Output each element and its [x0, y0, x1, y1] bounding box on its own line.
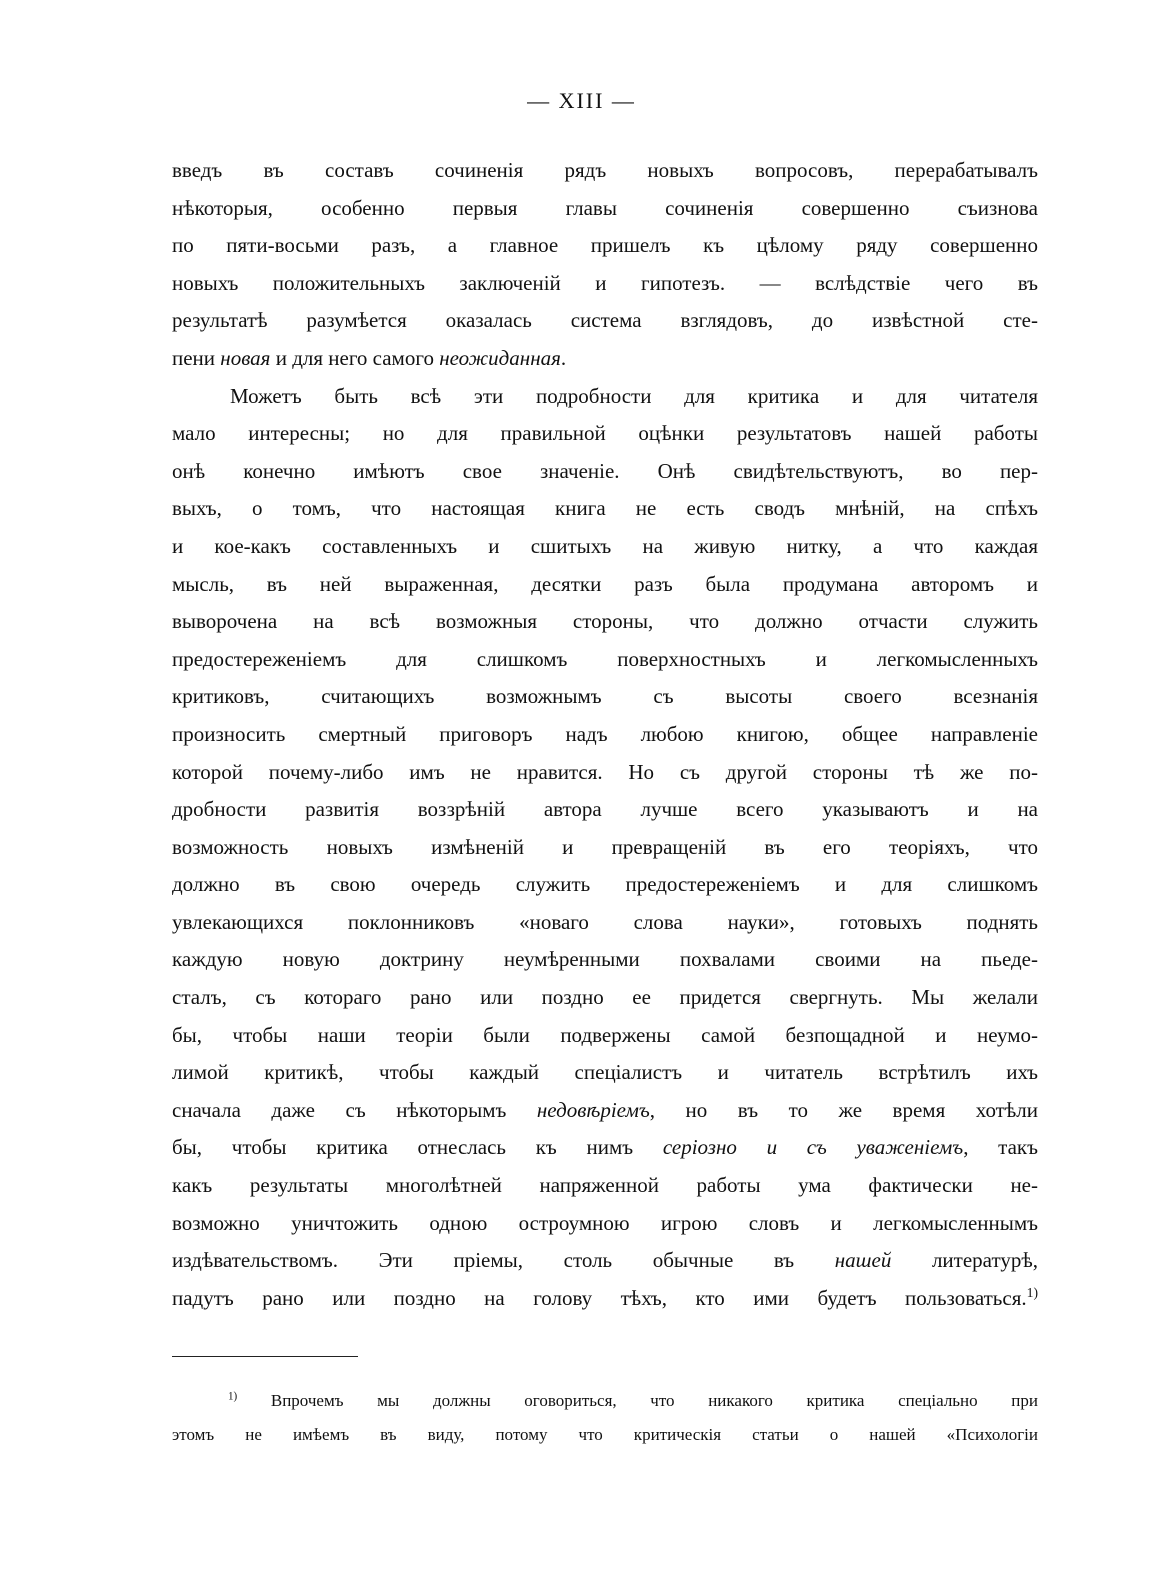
text-line: возможность новыхъ измѣненій и превращеній въ его теоріяхъ, что	[172, 834, 1038, 859]
text-line: нѣкоторыя, особенно первыя главы сочиненія совершенно съизнова	[172, 195, 1038, 220]
text-segment: бы, чтобы критика отнеслась къ нимъ	[172, 1135, 663, 1160]
text-segment: и для него самого	[270, 345, 440, 370]
emphasis-neozhidannaya: неожиданная	[439, 345, 561, 370]
emphasis-seriozno: серіозно и съ уваженіемъ	[662, 1135, 964, 1160]
text-line: результатѣ разумѣется оказалась система взглядовъ, до извѣстной сте-	[172, 308, 1038, 333]
text-line: возможно уничтожить одною остроумною игрою словъ и легкомысленнымъ	[172, 1210, 1038, 1235]
text-line: введъ въ составъ сочиненія рядъ новыхъ вопросовъ, перерабатывалъ	[172, 158, 1038, 182]
footnote-divider	[172, 1356, 358, 1357]
emphasis-nedoverie: недовѣріемъ	[536, 1097, 650, 1122]
footnote-marker: 1)	[228, 1390, 238, 1403]
text-line: выворочена на всѣ возможныя стороны, что должно отчасти служить	[172, 609, 1038, 634]
text-segment: , но въ то же время хотѣли	[649, 1097, 1038, 1122]
text-segment: сначала даже съ нѣкоторымъ	[172, 1097, 537, 1122]
text-line: дробности развитія воззрѣній автора лучше всего указываютъ и на	[172, 797, 1038, 822]
text-line: мало интересны; но для правильной оцѣнки результатовъ нашей работы	[172, 421, 1038, 446]
text-line: предостереженіемъ для слишкомъ поверхностныхъ и легкомысленныхъ	[172, 646, 1038, 671]
footnote	[172, 1384, 1038, 1452]
footnote-line	[172, 1384, 1038, 1418]
text-line: сталъ, съ котораго рано или поздно ее придется свергнуть. Мы желали	[172, 985, 1038, 1010]
text-line-italic	[172, 1242, 1038, 1280]
body-text	[172, 152, 1038, 1317]
footnote-text: Впрочемъ мы должны оговориться, что никакого критика спеціально при	[270, 1391, 1038, 1410]
text-line: выхъ, о томъ, что настоящая книга не есть сводъ мнѣній, на спѣхъ	[172, 496, 1038, 521]
footnote-reference: 1)	[1026, 1284, 1038, 1300]
text-line: произносить смертный приговоръ надъ любою книгою, общее направленіе	[172, 721, 1038, 746]
text-line: каждую новую доктрину неумѣренными похвалами своими на пьеде-	[172, 947, 1038, 972]
emphasis-nashei: нашей	[834, 1248, 892, 1273]
text-line: лимой критикѣ, чтобы каждый спеціалистъ и читатель встрѣтилъ ихъ	[172, 1060, 1038, 1085]
text-segment: .	[560, 345, 567, 370]
text-line: онѣ конечно имѣютъ свое значеніе. Онѣ свидѣтельствуютъ, во пер-	[172, 458, 1038, 483]
text-line: которой почему-либо имъ не нравится. Но съ другой стороны тѣ же по-	[172, 759, 1038, 784]
text-line: Можетъ быть всѣ эти подробности для критика и для читателя	[230, 383, 1038, 408]
text-segment: литературѣ,	[891, 1248, 1038, 1273]
footnote-line: этомъ не имѣемъ въ виду, потому что критическія статьи о нашей «Психологіи	[172, 1425, 1038, 1444]
text-line: новыхъ положительныхъ заключеній и гипотезъ. — вслѣдствіе чего въ	[172, 270, 1038, 295]
text-line-italic	[172, 1129, 1038, 1167]
text-line: по пяти-восьми разъ, а главное пришелъ къ цѣлому ряду совершенно	[172, 233, 1038, 258]
text-segment: пени	[172, 345, 221, 370]
text-line: и кое-какъ составленныхъ и сшитыхъ на живую нитку, а что каждая	[172, 533, 1038, 558]
text-line-italic	[172, 1092, 1038, 1130]
text-segment: , такъ	[963, 1135, 1038, 1160]
text-line: бы, чтобы наши теоріи были подвержены самой безпощадной и неумо-	[172, 1022, 1038, 1047]
text-line: мысль, въ ней выраженная, десятки разъ была продумана авторомъ и	[172, 571, 1038, 596]
text-line-italic-ending	[172, 340, 1038, 378]
emphasis-novaya: новая	[220, 345, 271, 370]
text-segment: издѣвательствомъ. Эти пріемы, столь обычные въ	[172, 1248, 835, 1273]
text-segment: падутъ рано или поздно на голову тѣхъ, кто ими будетъ пользоваться.	[172, 1285, 1027, 1310]
page-number: — XIII —	[527, 88, 636, 113]
text-line-with-footnote-ref	[172, 1280, 1038, 1318]
text-line: должно въ свою очередь служить предостереженіемъ и для слишкомъ	[172, 872, 1038, 897]
text-line: критиковъ, считающихъ возможнымъ съ высоты своего всезнанія	[172, 684, 1038, 709]
text-line: увлекающихся поклонниковъ «новаго слова науки», готовыхъ поднять	[172, 909, 1038, 934]
text-line: какъ результаты многолѣтней напряженной работы ума фактически не-	[172, 1173, 1038, 1198]
